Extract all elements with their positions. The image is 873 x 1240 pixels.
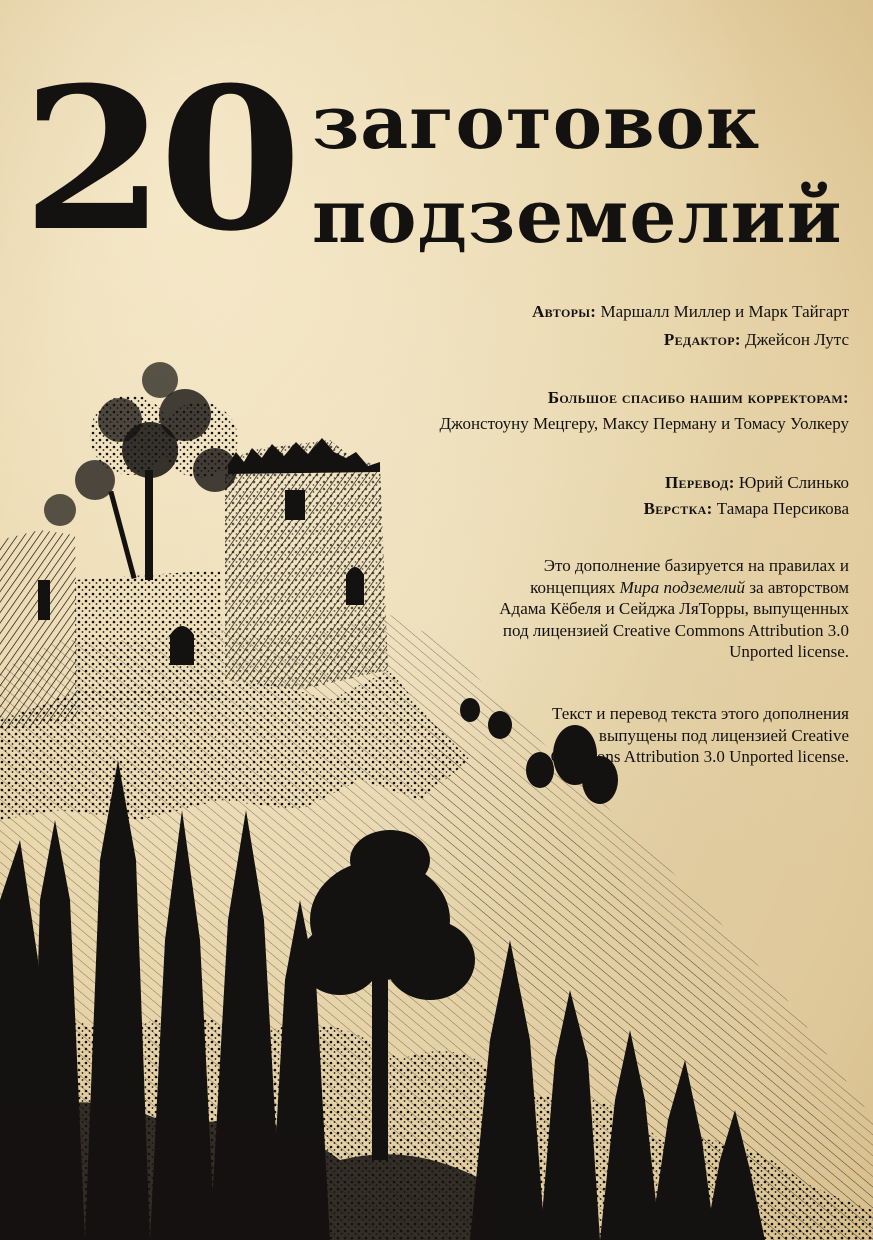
license-notice-rules <box>489 555 849 663</box>
credits-thanks-heading <box>349 387 849 408</box>
notice-1-title: Мира подземелий <box>619 577 746 597</box>
credits-layout <box>349 498 849 519</box>
editor-value: Джейсон Лутс <box>745 330 849 349</box>
thanks-label: Большое спасибо нашим корректорам: <box>547 388 849 407</box>
credits-translation <box>349 472 849 493</box>
authors-label: Авторы: <box>532 302 597 321</box>
translation-label: Перевод: <box>665 473 735 492</box>
credits-authors <box>349 301 849 322</box>
credits-editor <box>349 329 849 350</box>
layout-value: Тамара Персикова <box>716 499 849 518</box>
authors-value: Маршалл Миллер и Марк Тайгарт <box>600 302 849 321</box>
notice-1-text-after: за авторством Адама Кёбеля и Сейджа ЛяТорры, выпущенных под лицензией Creative Commons Attribution 3.0 Unported license. <box>499 577 849 661</box>
title-line-2: подземелий <box>312 174 843 260</box>
title-number: 20 <box>22 45 296 275</box>
credits-thanks: Джонстоуну Мецгеру, Максу Перману и Томасу Уолкеру <box>439 414 849 433</box>
editor-label: Редактор: <box>663 330 741 349</box>
translation-value: Юрий Слинько <box>738 473 849 492</box>
title-line-1: заготовок <box>312 80 761 166</box>
notice-1-text-before: Это дополнение базируется на правилах и концепциях <box>530 556 849 597</box>
layout-label: Верстка: <box>643 499 713 518</box>
license-notice-text: Текст и перевод текста этого дополнения выпущены под лицензией Creative Commons Attribution 3.0 Unported license. <box>550 704 849 766</box>
